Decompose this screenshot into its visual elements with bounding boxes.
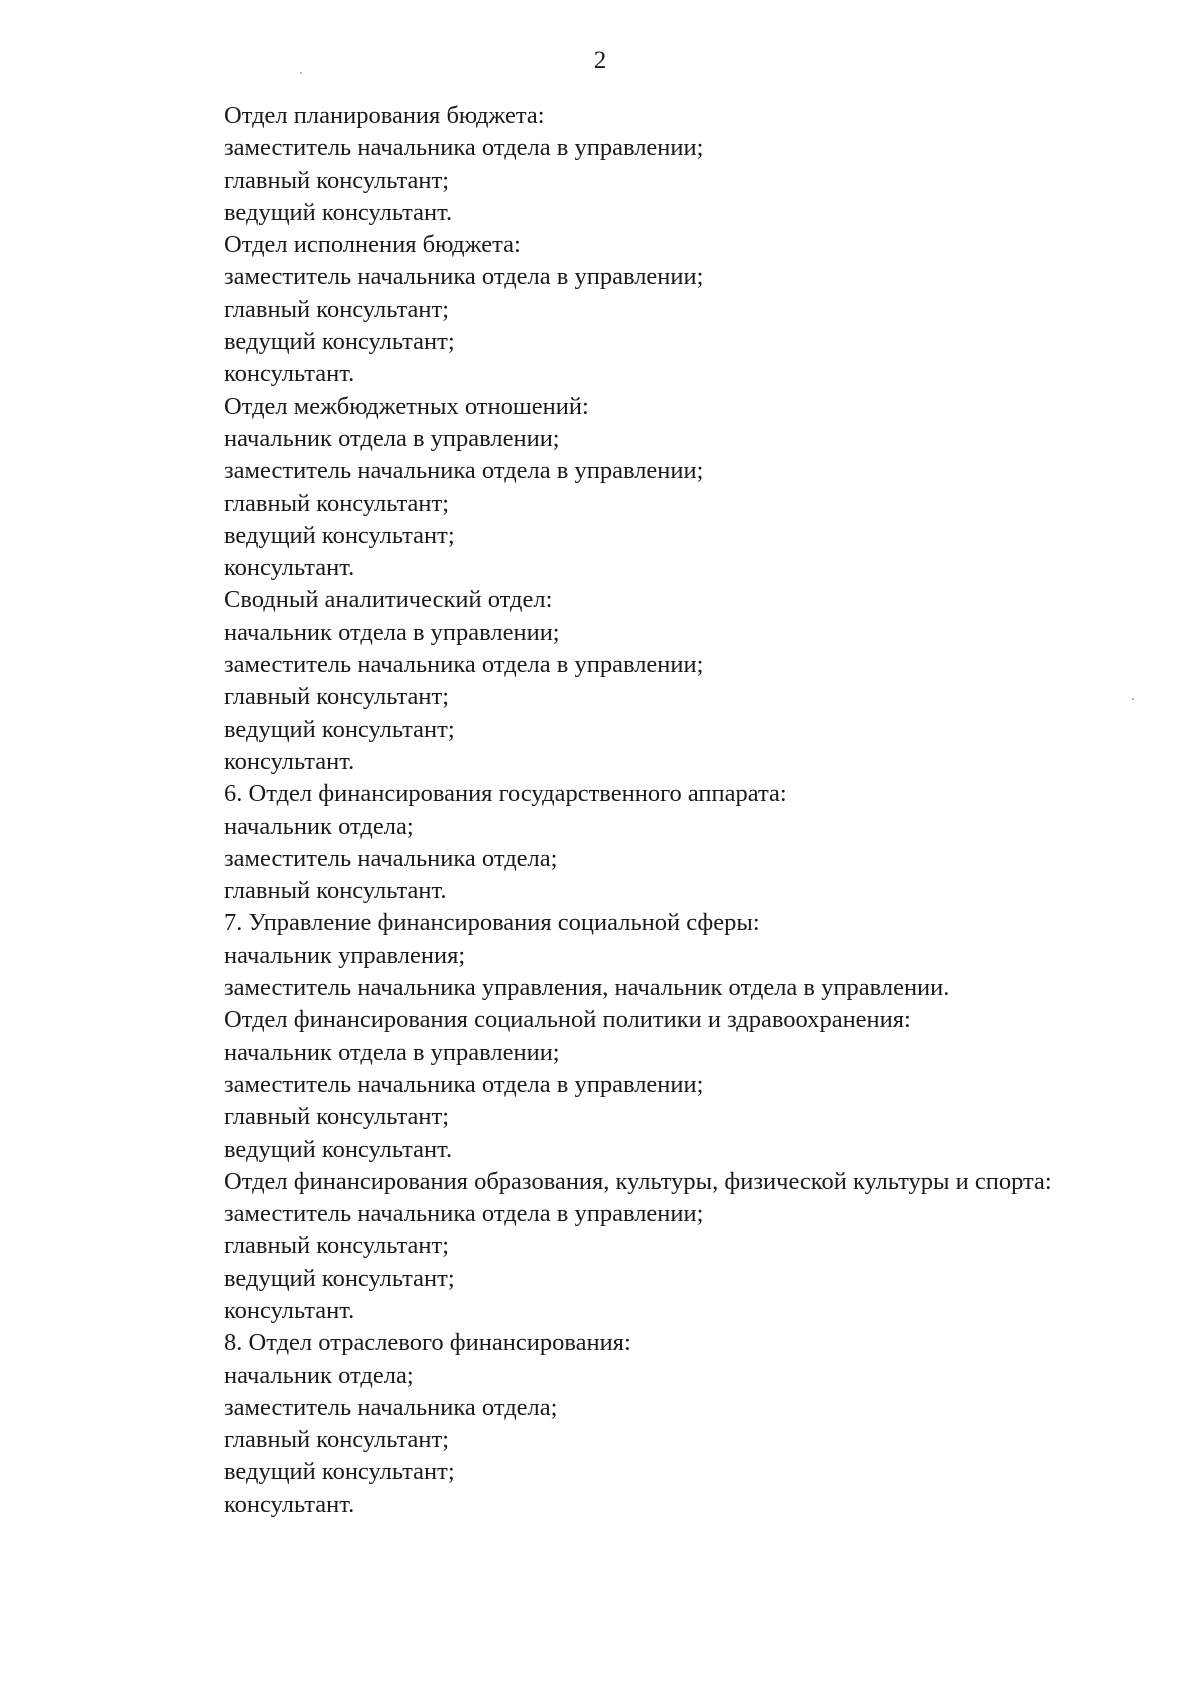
- position-line: главный консультант;: [224, 1103, 449, 1131]
- position-line: начальник управления;: [224, 941, 466, 969]
- position-line: начальник отдела в управлении;: [224, 1038, 560, 1066]
- position-line: начальник отдела;: [224, 812, 414, 840]
- section-heading: Отдел планирования бюджета:: [224, 102, 545, 129]
- section-heading: Отдел исполнения бюджета:: [224, 231, 521, 259]
- position-line: консультант.: [224, 360, 355, 388]
- position-line: главный консультант;: [224, 295, 449, 323]
- position-line: заместитель начальника отдела в управлении;: [224, 1200, 704, 1228]
- position-line: ведущий консультант;: [224, 1264, 455, 1292]
- position-line: ведущий консультант;: [224, 521, 455, 549]
- section-heading: 7. Управление финансирования социальной сферы:: [224, 909, 760, 937]
- position-line: ведущий консультант;: [224, 328, 455, 356]
- position-line: консультант.: [224, 554, 355, 582]
- position-line: главный консультант;: [224, 166, 449, 194]
- position-line: заместитель начальника отдела в управлении;: [224, 1070, 704, 1098]
- position-line: заместитель начальника отдела в управлении;: [224, 457, 704, 485]
- position-line: заместитель начальника отдела;: [224, 844, 558, 872]
- section-heading: Отдел финансирования образования, культуры, физической культуры и спорта:: [224, 1167, 1052, 1195]
- position-line: начальник отдела;: [224, 1361, 414, 1389]
- position-line: заместитель начальника отдела в управлении;: [224, 651, 704, 679]
- position-line: заместитель начальника отдела в управлении;: [224, 134, 704, 162]
- position-line: консультант.: [224, 1490, 355, 1518]
- position-line: ведущий консультант;: [224, 715, 455, 743]
- position-line: ведущий консультант;: [224, 1458, 455, 1486]
- position-line: главный консультант;: [224, 683, 449, 711]
- position-line: ведущий консультант.: [224, 198, 453, 226]
- position-line: заместитель начальника отдела;: [224, 1393, 558, 1421]
- document-body: [168, 100, 1150, 1521]
- position-line: главный консультант.: [224, 877, 447, 905]
- section-heading: 8. Отдел отраслевого финансирования:: [224, 1329, 631, 1357]
- section-heading: Сводный аналитический отдел:: [224, 586, 553, 614]
- position-line: заместитель начальника управления, начальник отдела в управлении.: [224, 974, 950, 1002]
- position-line: консультант.: [224, 1296, 355, 1324]
- position-line: заместитель начальника отдела в управлении;: [224, 263, 704, 291]
- page-number: 2: [593, 47, 607, 74]
- scan-speck: [300, 72, 302, 74]
- section-heading: Отдел финансирования социальной политики и здравоохранения:: [224, 1006, 911, 1034]
- position-line: начальник отдела в управлении;: [224, 618, 560, 646]
- position-line: главный консультант;: [224, 489, 449, 517]
- position-line: начальник отдела в управлении;: [224, 424, 560, 452]
- section-heading: 6. Отдел финансирования государственного аппарата:: [224, 780, 787, 808]
- position-line: консультант.: [224, 747, 355, 775]
- position-line: главный консультант;: [224, 1426, 449, 1454]
- position-line: главный консультант;: [224, 1232, 449, 1260]
- position-line: ведущий консультант.: [224, 1135, 453, 1163]
- section-heading: Отдел межбюджетных отношений:: [224, 392, 589, 420]
